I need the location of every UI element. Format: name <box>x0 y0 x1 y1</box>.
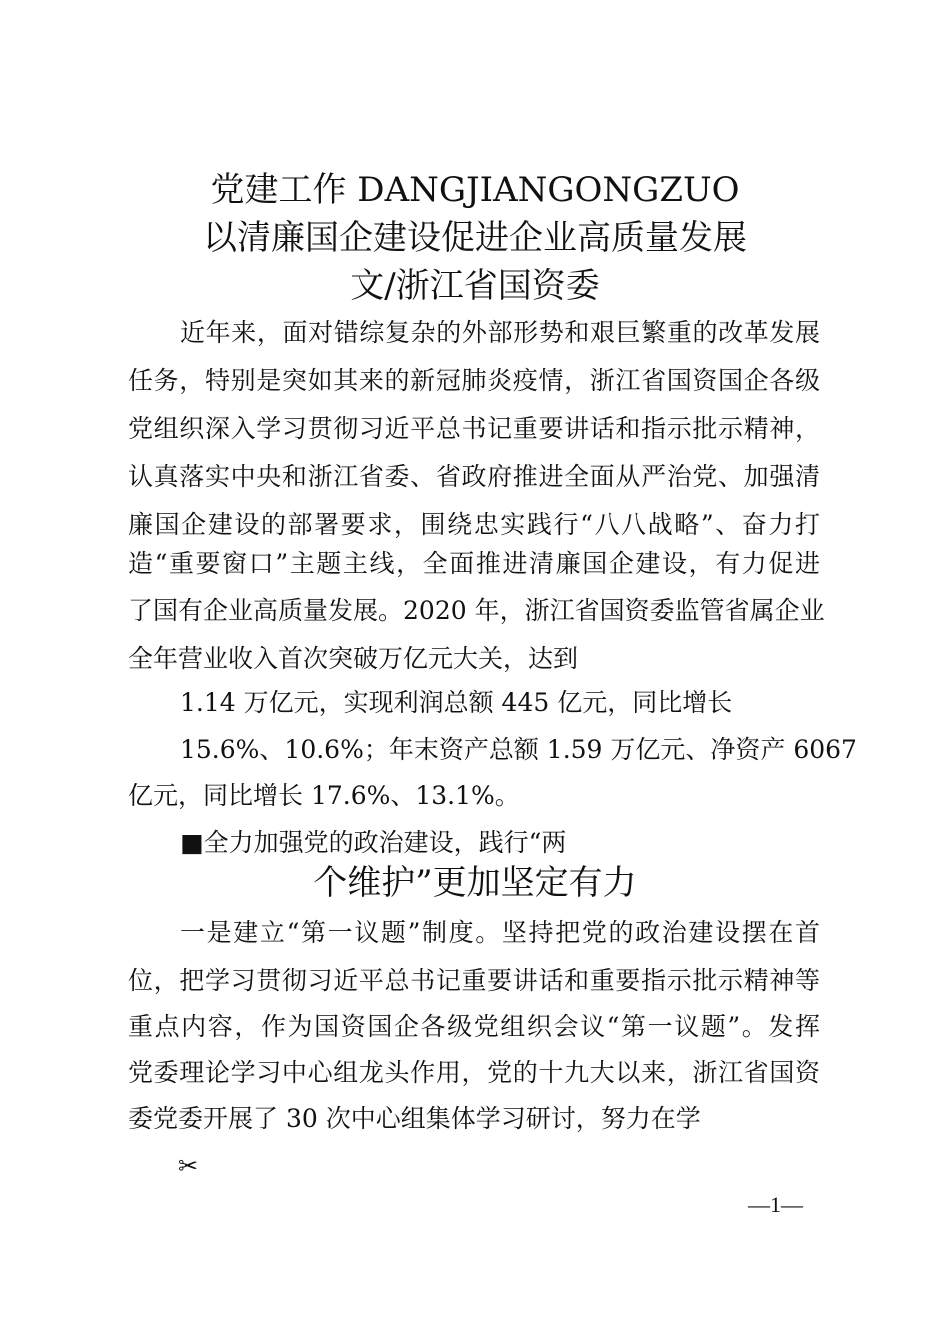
scissors-icon: ✂ <box>178 1152 199 1180</box>
body-line: 全年营业收入首次突破万亿元大关，达到 <box>128 644 579 673</box>
body-line: 党组织深入学习贯彻习近平总书记重要讲话和指示批示精神， <box>128 414 820 443</box>
body-line: 一是建立“第一议题”制度。坚持把党的政治建设摆在首 <box>180 918 820 947</box>
section-heading-line2: 个维护”更加坚定有力 <box>313 863 637 903</box>
body-line: 党委理论学习中心组龙头作用，党的十九大以来，浙江省国资 <box>128 1058 820 1087</box>
body-line: 15.6%、10.6%；年末资产总额 1.59 万亿元、净资产 6067 <box>180 735 857 764</box>
body-line: 了国有企业高质量发展。2020 年，浙江省国资委监管省属企业 <box>128 596 825 625</box>
body-line: 位，把学习贯彻习近平总书记重要讲话和重要指示批示精神等 <box>128 966 820 995</box>
article-title: 以清廉国企建设促进企业高质量发展 <box>203 218 747 258</box>
body-line: 廉国企建设的部署要求，围绕忠实践行“八八战略”、奋力打 <box>128 510 820 539</box>
body-line: 亿元，同比增长 17.6%、13.1%。 <box>128 781 520 810</box>
body-line: 1.14 万亿元，实现利润总额 445 亿元，同比增长 <box>180 688 733 717</box>
byline: 文/浙江省国资委 <box>350 266 600 306</box>
page-number: —1— <box>748 1192 803 1217</box>
body-line: 近年来，面对错综复杂的外部形势和艰巨繁重的改革发展 <box>180 318 820 347</box>
column-title: 党建工作 DANGJIANGONGZUO <box>210 170 740 210</box>
body-line: 委党委开展了 30 次中心组集体学习研讨，努力在学 <box>128 1104 701 1133</box>
body-line: 任务，特别是突如其来的新冠肺炎疫情，浙江省国资国企各级 <box>128 366 820 395</box>
body-line: 认真落实中央和浙江省委、省政府推进全面从严治党、加强清 <box>128 462 820 491</box>
section-heading-line1: ■全力加强党的政治建设，践行“两 <box>180 828 567 857</box>
body-line: 重点内容，作为国资国企各级党组织会议“第一议题”。发挥 <box>128 1012 820 1041</box>
body-line: 造“重要窗口”主题主线，全面推进清廉国企建设，有力促进 <box>128 549 820 578</box>
